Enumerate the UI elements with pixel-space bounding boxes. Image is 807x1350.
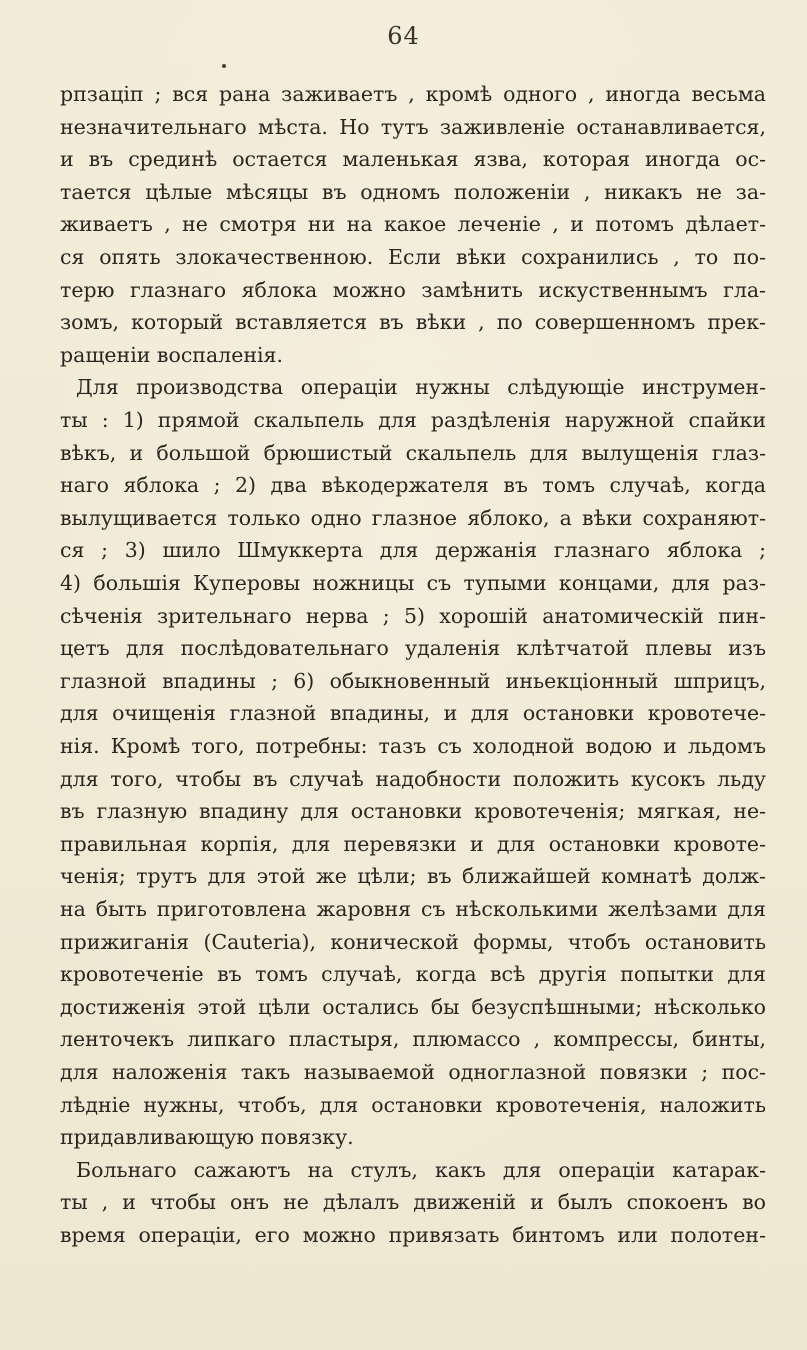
text-line: прижиганія (Cauteria), конической формы, чтобъ остановить (60, 929, 766, 954)
ink-speck (222, 64, 226, 68)
text-line: и въ срединѣ остается маленькая язва, которая иногда ос- (60, 147, 766, 172)
text-line: ленточекъ липкаго пластыря, плюмассо , компрессы, бинты, (60, 1027, 766, 1052)
text-line: незначительнаго мѣста. Но тутъ заживленіе останавливается, (60, 114, 766, 139)
text-line: глазной впадины ; 6) обыкновенный иньекціонный шприцъ, (60, 668, 766, 693)
text-line: ченія; трутъ для этой же цѣли; въ ближайшей комнатѣ долж- (60, 864, 766, 889)
text-line: зомъ, который вставляется въ вѣки , по совершенномъ прек- (60, 310, 766, 335)
text-line: Для производства операціи нужны слѣдующіе инструмен- (76, 375, 766, 400)
text-line: сѣченія зрительнаго нерва ; 5) хорошій анатомическій пин- (60, 603, 766, 628)
text-line: вылущивается только одно глазное яблоко, а вѣки сохраняют- (60, 505, 766, 530)
text-line: для очищенія глазной впадины, и для остановки кровотече- (60, 701, 766, 726)
text-line: ращеніи воспаленія. (60, 342, 284, 367)
text-line: лѣдніе нужны, чтобъ, для остановки кровотеченія, наложить (60, 1092, 766, 1117)
text-line: нія. Кромѣ того, потребны: тазъ съ холодной водою и льдомъ (60, 734, 766, 758)
text-line: кровотеченіе въ томъ случаѣ, когда всѣ другія попытки для (60, 962, 766, 987)
text-line: для наложенія такъ называемой одноглазной повязки ; пос- (60, 1060, 766, 1084)
text-line: цетъ для послѣдовательнаго удаленія клѣтчатой плевы изъ (60, 636, 766, 661)
text-line: для того, чтобы въ случаѣ надобности положить кусокъ льду (60, 766, 766, 791)
text-line: наго яблока ; 2) два вѣкодержателя въ томъ случаѣ, когда (60, 473, 766, 498)
text-line: на быть приготовлена жаровня съ нѣсколькими желѣзами для (60, 897, 766, 921)
text-line: достиженія этой цѣли остались бы безуспѣшными; нѣсколько (60, 994, 766, 1019)
page-number: 64 (387, 22, 420, 50)
text-line: ты : 1) прямой скальпель для раздѣленія наружной спайки (60, 408, 766, 432)
text-line: придавливающую повязку. (60, 1125, 354, 1150)
text-line: рпзаціп ; вся рана заживаетъ , кромѣ одного , иногда весьма (60, 82, 766, 106)
text-line: живаетъ , не смотря ни на какое леченіе , и потомъ дѣлает- (60, 212, 766, 237)
text-line: Больнаго сажаютъ на стулъ, какъ для операціи катарак- (76, 1157, 766, 1182)
text-line: въ глазную впадину для остановки кровотеченія; мягкая, не- (60, 799, 766, 824)
text-line: тается цѣлые мѣсяцы въ одномъ положеніи , никакъ не за- (60, 179, 766, 204)
text-line: вѣкъ, и большой брюшистый скальпель для вылущенія глаз- (60, 440, 766, 465)
text-line: 4) большія Куперовы ножницы съ тупыми концами, для раз- (60, 571, 766, 595)
text-line: правильная корпія, для перевязки и для остановки кровоте- (60, 831, 766, 856)
text-line: ты , и чтобы онъ не дѣлалъ движеній и былъ спокоенъ во (60, 1190, 766, 1215)
text-line: ся опять злокачественною. Если вѣки сохранились , то по- (60, 245, 766, 269)
text-line: ся ; 3) шило Шмуккерта для держанія глазнаго яблока ; (60, 538, 766, 563)
text-line: терю глазнаго яблока можно замѣнить искуственнымъ гла- (60, 277, 766, 302)
text-line: время операціи, его можно привязать бинтомъ или полотен- (60, 1223, 766, 1247)
